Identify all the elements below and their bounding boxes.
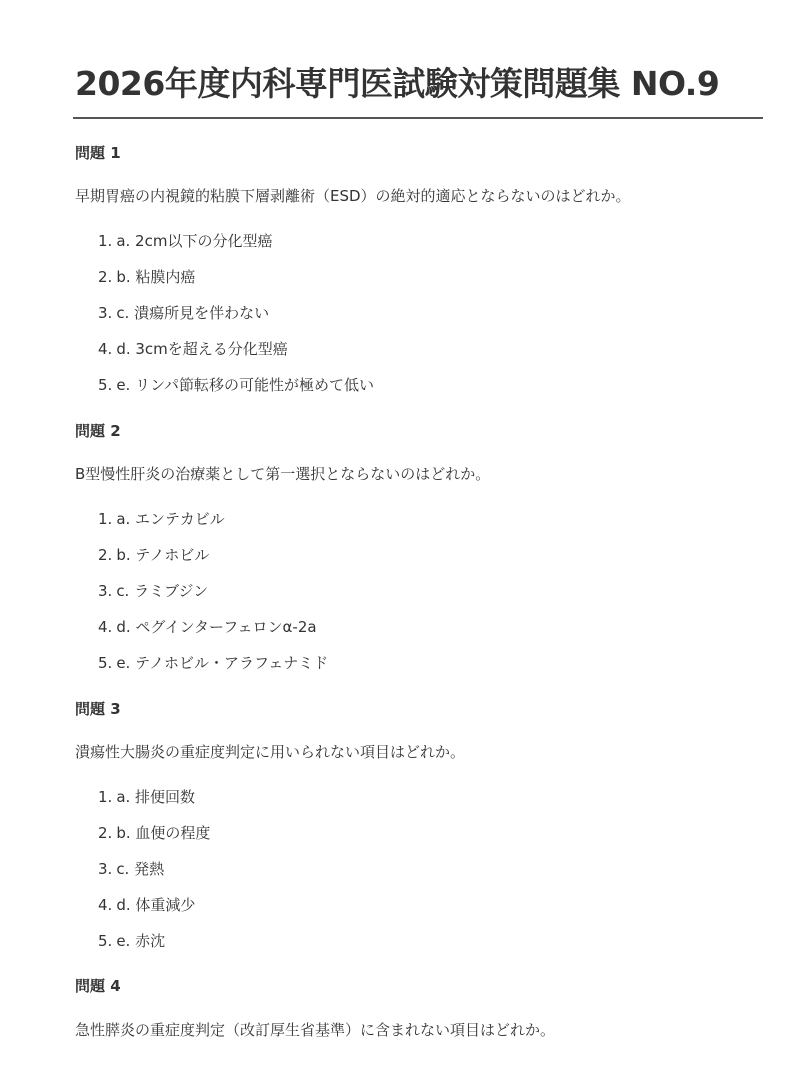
choice-item [98,652,328,688]
question-heading: 問題 1 [75,144,121,162]
choice-text: b. 血便の程度 [116,824,211,842]
choice-list [98,230,374,410]
choice-text: a. 2cm以下の分化型癌 [116,232,273,250]
question-stem: 急性膵炎の重症度判定（改訂厚生省基準）に含まれない項目はどれか。 [75,1021,556,1039]
question-heading: 問題 2 [75,422,121,440]
choice-item [98,338,374,374]
choice-item [98,508,328,544]
choice-number: 5. [98,376,113,394]
choice-item [98,230,374,266]
choice-text: d. ペグインターフェロンα-2a [116,618,317,636]
choice-number: 1. [98,788,113,806]
choice-number: 2. [98,824,113,842]
choice-item [98,266,374,302]
choice-text: c. 潰瘍所見を伴わない [116,304,270,322]
choice-list [98,508,328,688]
choice-text: b. 粘膜内癌 [116,268,196,286]
choice-number: 5. [98,654,113,672]
choice-item [98,786,210,822]
question-heading: 問題 3 [75,700,121,718]
choice-number: 2. [98,546,113,564]
choice-number: 4. [98,896,113,914]
choice-text: d. 体重減少 [116,896,196,914]
choice-number: 4. [98,340,113,358]
choice-number: 3. [98,304,113,322]
choice-text: e. リンパ節転移の可能性が極めて低い [116,376,375,394]
document-title: 2026年度内科専門医試験対策問題集 NO.9 [75,64,720,103]
choice-number: 2. [98,268,113,286]
question-stem: 早期胃癌の内視鏡的粘膜下層剥離術（ESD）の絶対的適応とならないのはどれか。 [75,187,631,205]
title-divider [73,117,763,119]
choice-item [98,544,328,580]
choice-number: 4. [98,618,113,636]
choice-item [98,580,328,616]
choice-item [98,858,210,894]
choice-number: 1. [98,232,113,250]
choice-number: 5. [98,932,113,950]
question-stem: 潰瘍性大腸炎の重症度判定に用いられない項目はどれか。 [75,743,466,761]
choice-text: e. テノホビル・アラフェナミド [116,654,329,672]
choice-text: b. テノホビル [116,546,210,564]
question-stem: B型慢性肝炎の治療薬として第一選択とならないのはどれか。 [75,465,491,483]
choice-text: c. 発熱 [116,860,165,878]
choice-item [98,616,328,652]
choice-number: 1. [98,510,113,528]
choice-item [98,930,210,966]
choice-text: a. 排便回数 [116,788,196,806]
choice-text: e. 赤沈 [116,932,166,950]
choice-text: a. エンテカビル [116,510,225,528]
choice-number: 3. [98,582,113,600]
choice-item [98,822,210,858]
choice-text: c. ラミブジン [116,582,209,600]
choice-number: 3. [98,860,113,878]
choice-item [98,302,374,338]
choice-list [98,786,210,966]
choice-item [98,894,210,930]
question-heading: 問題 4 [75,977,121,995]
choice-item [98,374,374,410]
choice-text: d. 3cmを超える分化型癌 [116,340,288,358]
